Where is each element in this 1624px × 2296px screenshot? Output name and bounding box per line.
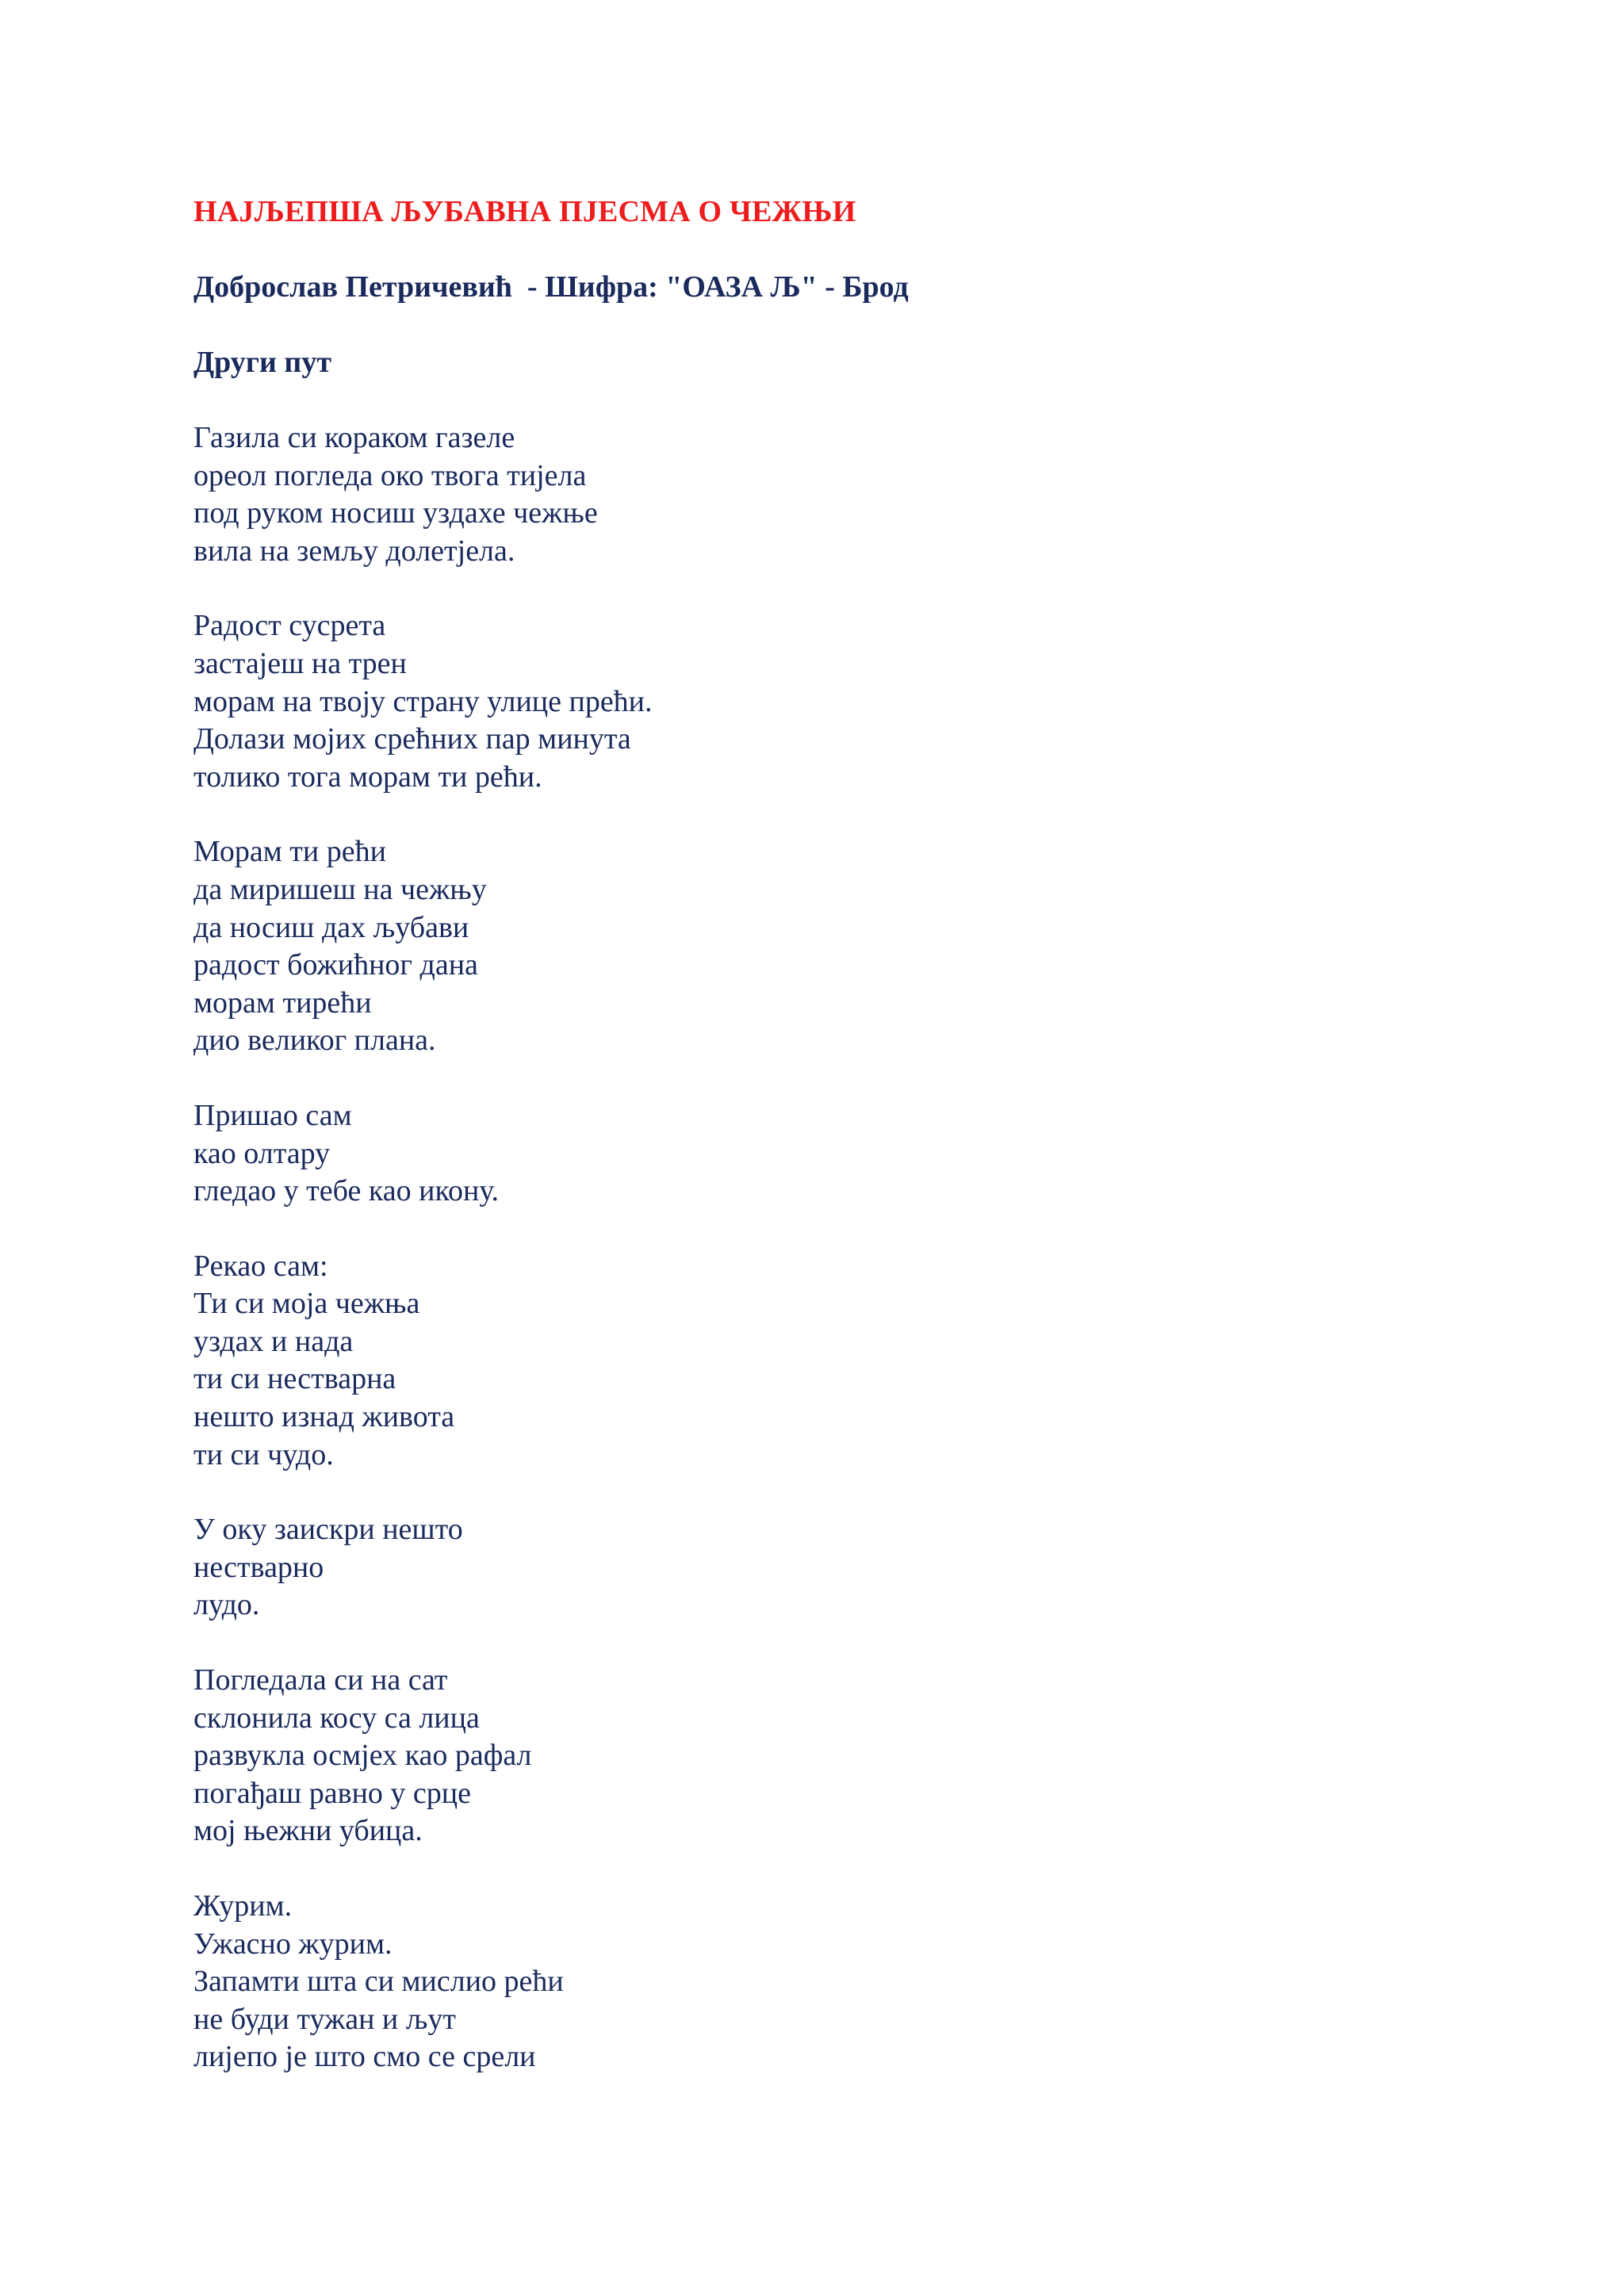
poem-line: склонила косу са лица bbox=[193, 1701, 480, 1735]
stanza-3 bbox=[193, 833, 1462, 1060]
poem-line: Ти си моја чежња bbox=[193, 1287, 420, 1321]
poem-line: ти си нестварна bbox=[193, 1362, 396, 1396]
poem-line: вила на земљу долетјела. bbox=[193, 534, 515, 568]
poem-title: Други пут bbox=[193, 346, 331, 379]
poem-line: морам на твоју страну улице прећи. bbox=[193, 684, 653, 718]
stanza-2 bbox=[193, 607, 1462, 796]
poem-line: не буди тужан и љут bbox=[193, 2002, 456, 2036]
stanza-6 bbox=[193, 1511, 1462, 1624]
poem-line: као олтару bbox=[193, 1136, 331, 1170]
poem-line: радост божићног дана bbox=[193, 948, 478, 982]
poem-line: погађаш равно у срце bbox=[193, 1776, 471, 1810]
author-byline: Доброслав Петричевић - Шифра: "ОАЗА Љ" - Брод bbox=[193, 270, 909, 304]
poem-line: да миришеш на чежњу bbox=[193, 872, 487, 906]
poem-line: да носиш дах љубави bbox=[193, 910, 469, 944]
stanza-8 bbox=[193, 1888, 1462, 2076]
stanza-1 bbox=[193, 419, 1462, 570]
poem-line: нешто изнад живота bbox=[193, 1400, 455, 1434]
stanza-5 bbox=[193, 1248, 1462, 1475]
stanza-4 bbox=[193, 1097, 1462, 1211]
poem-line: мој њежни убица. bbox=[193, 1814, 423, 1848]
poem-line: У оку заискри нешто bbox=[193, 1513, 463, 1547]
poem-line: развукла осмјех као рафал bbox=[193, 1739, 532, 1773]
document-content bbox=[193, 193, 1462, 2114]
poem-line: Ужасно журим. bbox=[193, 1927, 393, 1961]
stanza-7 bbox=[193, 1662, 1462, 1850]
poem-line: Газила си кораком газеле bbox=[193, 421, 515, 454]
poem-line: ти си чудо. bbox=[193, 1437, 334, 1471]
poem-line: Запамти шта си мислио рећи bbox=[193, 1965, 564, 1999]
document-title: НАЈЉЕПША ЉУБАВНА ПЈЕСМА О ЧЕЖЊИ bbox=[193, 195, 856, 228]
poem-line: Пришао сам bbox=[193, 1098, 352, 1132]
poem-line: Журим. bbox=[193, 1889, 293, 1923]
poem-line: ореол погледа око твога тијела bbox=[193, 458, 587, 492]
poem-line: уздах и нада bbox=[193, 1324, 354, 1358]
poem-line: морам тирећи bbox=[193, 985, 372, 1020]
poem-line: Долази мојих срећних пар минута bbox=[193, 722, 631, 756]
poem-line: нестварно bbox=[193, 1550, 324, 1584]
poem-line: лијепо је што смо се срели bbox=[193, 2040, 536, 2074]
poem-line: застајеш на трен bbox=[193, 646, 407, 680]
poem-line: под руком носиш уздахе чежње bbox=[193, 496, 598, 530]
poem-line: толико тога морам ти рећи. bbox=[193, 760, 542, 794]
poem-line: Погледала си на сат bbox=[193, 1663, 448, 1697]
poem-line: Морам ти рећи bbox=[193, 835, 386, 869]
poem-line: Рекао сам: bbox=[193, 1249, 328, 1283]
poem-line: гледао у тебе као икону. bbox=[193, 1174, 500, 1208]
poem-line: лудо. bbox=[193, 1588, 260, 1622]
poem-line: дио великог плана. bbox=[193, 1024, 436, 1058]
poem-line: Радост сусрета bbox=[193, 609, 386, 643]
